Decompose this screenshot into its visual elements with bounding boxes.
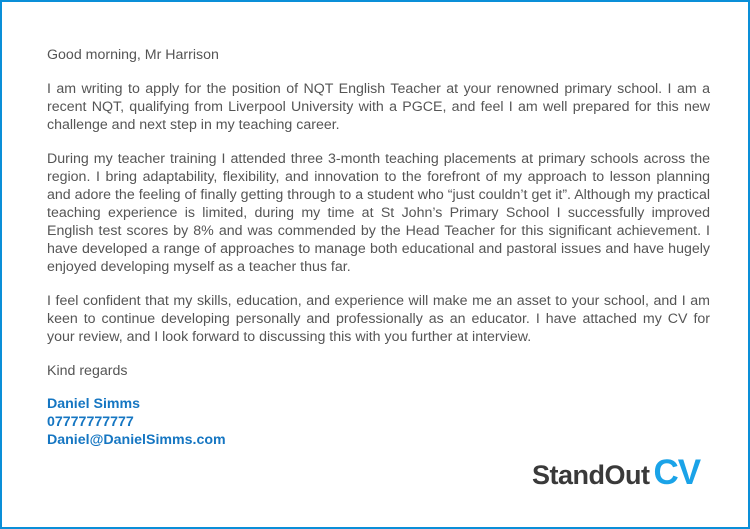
signature-name: Daniel Simms [47,396,141,412]
logo-cv-mark: CV [653,453,701,492]
signature-phone: 07777777777 [47,414,134,430]
paragraph-intro: I am writing to apply for the position of NQT English Teacher at your renowned primary school. I am a recent NQT, qualifying from Liverpool University with a PGCE, and feel I am well prepared for this new challenge and next step in my teaching career. [47,81,710,133]
greeting: Good morning, Mr Harrison [47,47,219,63]
paragraph-closing: I feel confident that my skills, education, and experience will make me an asset to your school, and I am keen to continue developing personally and professionally as an educator. I have attached my CV for your review, and I look forward to discussing this with you further at interview. [47,293,710,345]
signature-block [47,395,710,449]
signature-email: Daniel@DanielSimms.com [47,432,226,448]
logo-wordmark: StandOut [532,460,650,490]
standout-cv-logo [532,453,700,493]
paragraph-experience: During my teacher training I attended three 3-month teaching placements at primary schools across the region. I bring adaptability, flexibility, and innovation to the forefront of my approach to lesson planning and adore the feeling of finally getting through to a student who “just couldn’t get it”. Although my practical teaching experience is limited, during my time at St John’s Primary School I successfully improved English test scores by 8% and was commended by the Head Teacher for this significant achievement. I have developed a range of approaches to manage both educational and pastoral issues and have hugely enjoyed developing myself as a teacher thus far. [47,151,710,275]
cover-letter [47,46,710,449]
signoff: Kind regards [47,363,128,379]
